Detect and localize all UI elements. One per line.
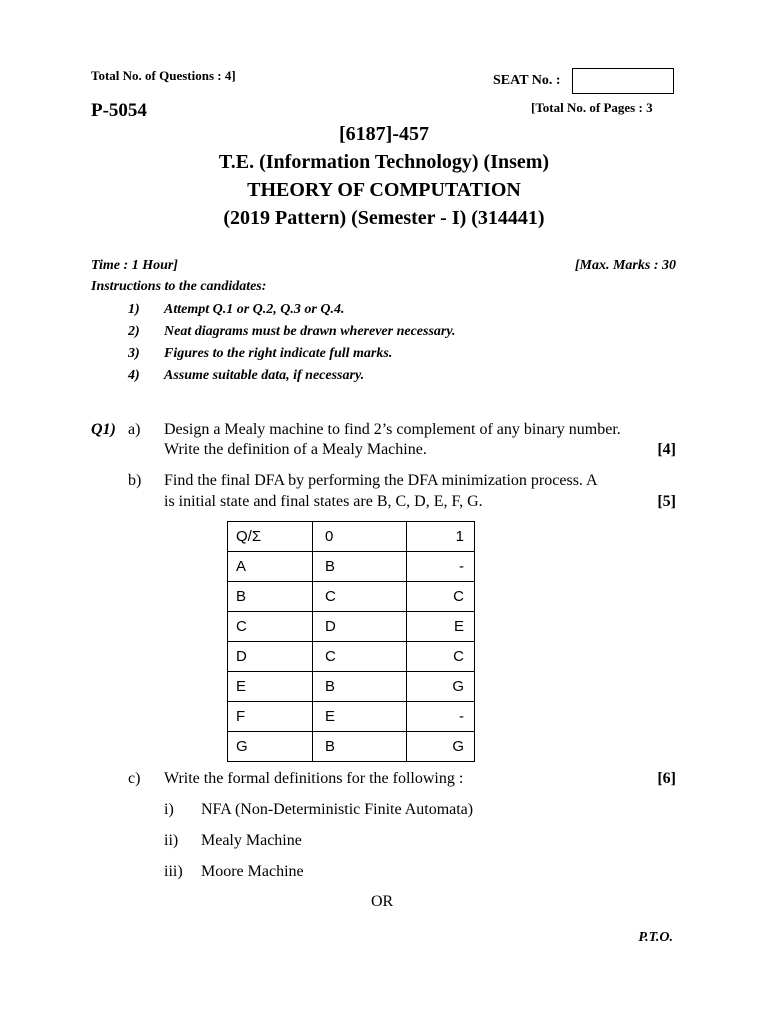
- sub-item-number: ii): [164, 832, 179, 849]
- table-cell: C: [407, 582, 475, 612]
- sub-item-number: i): [164, 801, 174, 818]
- sub-item-text: Mealy Machine: [201, 832, 302, 849]
- exam-code: [6187]-457: [339, 123, 429, 145]
- part-b-marks: [5]: [657, 493, 676, 510]
- seat-label: SEAT No. :: [493, 73, 561, 88]
- sub-item-number: iii): [164, 863, 183, 880]
- table-cell: C: [313, 582, 407, 612]
- total-pages: [Total No. of Pages : 3: [531, 100, 653, 115]
- table-cell: B: [313, 552, 407, 582]
- paper-code: P-5054: [91, 100, 147, 121]
- table-cell: E: [228, 672, 313, 702]
- max-marks: [Max. Marks : 30: [574, 258, 676, 273]
- part-c-text: Write the formal definitions for the following :: [164, 770, 464, 787]
- instruction-text: Figures to the right indicate full marks.: [164, 346, 393, 361]
- table-header-cell: 0: [313, 522, 407, 552]
- part-label-b: b): [128, 472, 142, 489]
- course-title: T.E. (Information Technology) (Insem): [218, 151, 550, 173]
- part-b-line1: Find the final DFA by performing the DFA minimization process. A: [164, 472, 598, 489]
- part-label-a: a): [128, 421, 141, 438]
- seat-number-box: [572, 68, 674, 94]
- instruction-number: 4): [128, 368, 140, 383]
- table-cell: D: [313, 612, 407, 642]
- table-cell: G: [407, 672, 475, 702]
- table-header-cell: Q/Σ: [228, 522, 313, 552]
- total-questions: Total No. of Questions : 4]: [91, 68, 236, 83]
- part-a-marks: [4]: [657, 441, 676, 458]
- subject-title: THEORY OF COMPUTATION: [247, 179, 521, 201]
- sub-item-text: NFA (Non-Deterministic Finite Automata): [201, 801, 474, 818]
- table-cell: C: [228, 612, 313, 642]
- table-cell: B: [313, 672, 407, 702]
- sub-item-text: Moore Machine: [201, 863, 304, 880]
- table-row: [228, 552, 475, 582]
- table-row: [228, 702, 475, 732]
- part-b-line2: is initial state and final states are B, C, D, E, F, G.: [164, 493, 483, 510]
- part-a-line1: Design a Mealy machine to find 2’s complement of any binary number.: [164, 421, 621, 438]
- instruction-number: 1): [128, 302, 140, 317]
- table-row: [228, 612, 475, 642]
- part-c-marks: [6]: [657, 770, 676, 787]
- table-cell: -: [407, 702, 475, 732]
- table-header-row: [228, 522, 475, 552]
- table-cell: G: [407, 732, 475, 762]
- table-row: [228, 582, 475, 612]
- table-row: [228, 732, 475, 762]
- instruction-text: Neat diagrams must be drawn wherever necessary.: [164, 324, 456, 339]
- part-label-c: c): [128, 770, 141, 787]
- table-cell: C: [407, 642, 475, 672]
- instruction-text: Attempt Q.1 or Q.2, Q.3 or Q.4.: [164, 302, 345, 317]
- table-header-cell: 1: [407, 522, 475, 552]
- or-separator: OR: [371, 893, 394, 910]
- pto-label: P.T.O.: [638, 930, 673, 945]
- table-cell: A: [228, 552, 313, 582]
- table-cell: C: [313, 642, 407, 672]
- table-cell: G: [228, 732, 313, 762]
- table-cell: -: [407, 552, 475, 582]
- table-cell: F: [228, 702, 313, 732]
- instruction-number: 2): [128, 324, 140, 339]
- question-label: Q1): [91, 421, 116, 438]
- instruction-number: 3): [128, 346, 140, 361]
- table-row: [228, 672, 475, 702]
- pattern-title: (2019 Pattern) (Semester - I) (314441): [223, 207, 545, 229]
- table-cell: E: [313, 702, 407, 732]
- time-label: Time : 1 Hour]: [91, 258, 178, 273]
- table-cell: B: [228, 582, 313, 612]
- table-cell: E: [407, 612, 475, 642]
- instruction-text: Assume suitable data, if necessary.: [164, 368, 365, 383]
- table-row: [228, 642, 475, 672]
- instructions-heading: Instructions to the candidates:: [91, 279, 267, 294]
- table-cell: B: [313, 732, 407, 762]
- part-a-line2: Write the definition of a Mealy Machine.: [164, 441, 427, 458]
- table-cell: D: [228, 642, 313, 672]
- dfa-transition-table: [227, 521, 475, 762]
